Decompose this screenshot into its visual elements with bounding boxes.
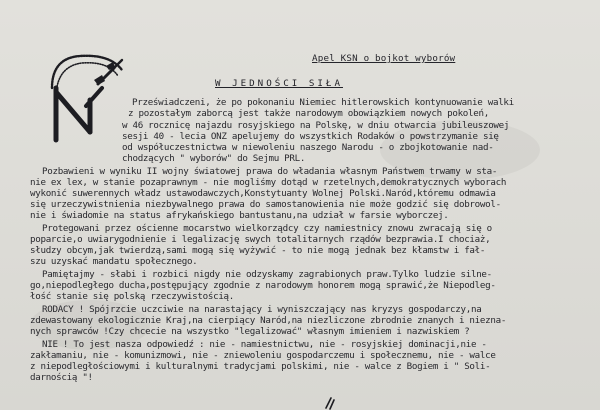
text-line: łość stanie się polską rzeczywistością. bbox=[30, 291, 235, 302]
text-line: zakłamaniu, nie - komunizmowi, nie - zniewoleniu gospodarczemu i społecznemu, nie - walce bbox=[30, 350, 496, 361]
text-line: słudzy obcym,jak twierdzą,sami mogą się wyżywić - to nie mogą jednak bez kłamstw i fał- bbox=[30, 245, 486, 256]
text-line: wykonić suwerennych władz ustawodawczych,Konstytuanty Wolnej Polski.Naród,któremu odmawia bbox=[30, 188, 496, 199]
text-line: się urzeczywistnienia niezbywalnego prawa do samostanowienia nie może godzić się dobrowol- bbox=[30, 199, 501, 210]
document-title: W JEDNOŚCI SIŁA bbox=[215, 78, 343, 89]
document-header: Apel KSN o bojkot wyborów bbox=[312, 53, 456, 64]
pen-stroke-icon bbox=[322, 396, 338, 410]
text-line: Przeświadczeni, że po pokonaniu Niemiec hitlerowskich kontynuowanie walki bbox=[132, 97, 514, 108]
text-line: darnością "! bbox=[30, 372, 93, 383]
text-line: nie i świadomie na status afrykańskiego bantustanu,na udział w farsie wyborczej. bbox=[30, 210, 449, 221]
text-line: poparcie,o uwiarygodnienie i legalizację swych totalitarnych rządów bezprawia.I chociaż, bbox=[30, 234, 491, 245]
text-line: szu uzyskać mandatu społecznego. bbox=[30, 256, 198, 267]
text-line: z niepodległościowymi i kulturalnymi tradycjami polskimi, nie - walce z Bogiem i " Soli- bbox=[30, 361, 491, 372]
text-line: RODACY ! Spójrzcie uczciwie na narastający i wyniszczający nas kryzys gospodarczy,na bbox=[42, 304, 482, 315]
text-line: od współuczestnictwa w niewoleniu naszego Narodu - o zbojkotowanie nad- bbox=[122, 142, 494, 153]
text-line: zdewastowany ekologicznie Kraj,na cierpiący Naród,na niezliczone zbrodnie znanych i niezna- bbox=[30, 315, 507, 326]
text-line: z pozostałym zaborcą jest także narodowym obowiązkiem nowych pokoleń, bbox=[128, 108, 489, 119]
text-line: Pozbawieni w wyniku II wojny światowej prawa do władania własnym Państwem trwamy w sta- bbox=[42, 166, 498, 177]
text-line: Pamiętajmy - słabi i rozbici nigdy nie odzyskamy zagrabionych praw.Tylko ludzie silne- bbox=[42, 269, 492, 280]
text-line: nych sprawców !Czy chcecie na wszystko "legalizować" własnym imieniem i nazwiskiem ? bbox=[30, 326, 470, 337]
text-line: NIE ! To jest nasza odpowiedź : nie - namiestnictwu, nie - rosyjskiej dominacji,nie - bbox=[42, 339, 487, 350]
text-line: w 46 rocznicę najazdu rosyjskiego na Polskę, w dniu otwarcia jubileuszowej bbox=[122, 120, 510, 131]
text-line: sesji 40 - lecia ONZ apelujemy do wszystkich Rodaków o powstrzymanie się bbox=[122, 131, 499, 142]
text-line: Protegowani przez ościenne mocarstwo wielkorządcy czy namiestnicy znowu zwracają się o bbox=[42, 223, 492, 234]
text-line: go,niepodległego ducha,postępujący zgodnie z narodowym honorem mogą sprawić,że Niepodleg- bbox=[30, 280, 496, 291]
text-line: nie ex lex, w stanie pozaprawnym - nie mogliśmy dotąd w rzetelnych,demokratycznych wyborach bbox=[30, 177, 507, 188]
text-line: chodzących " wyborów" do Sejmu PRL. bbox=[122, 153, 306, 164]
